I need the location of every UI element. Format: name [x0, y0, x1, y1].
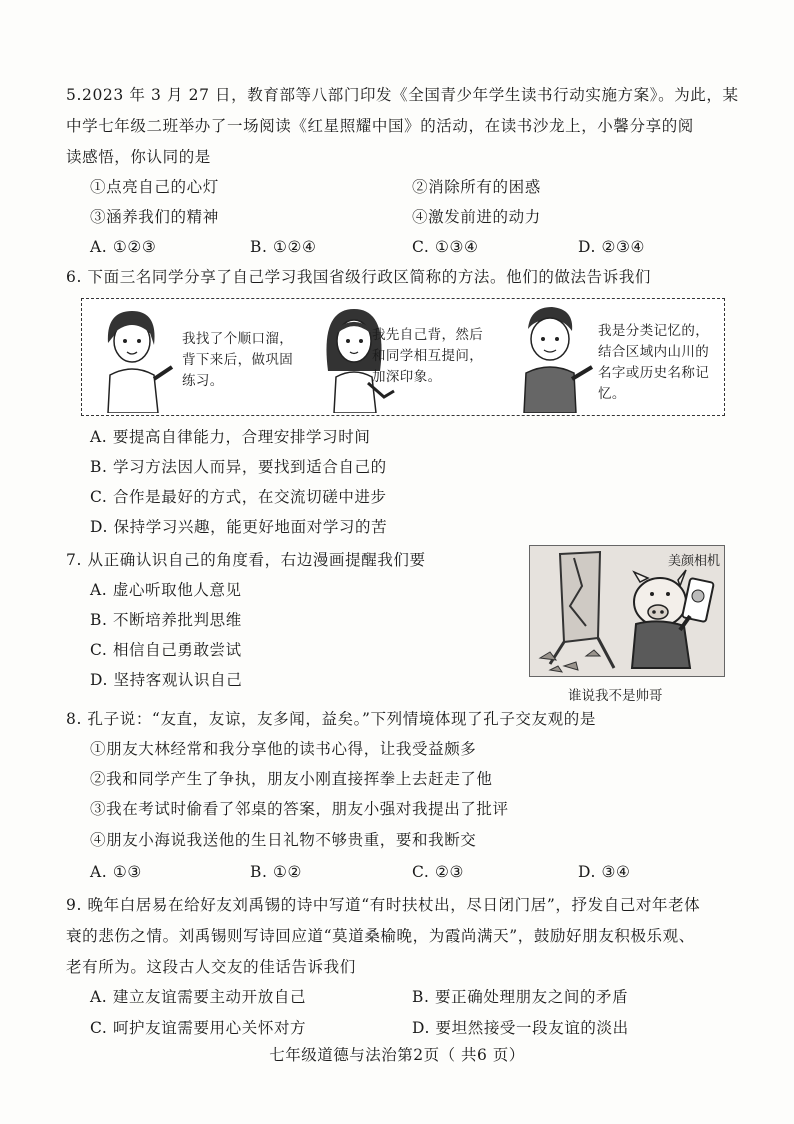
q8-option-b: B. ①② — [250, 863, 303, 881]
student-girl-1-illustration — [88, 303, 174, 413]
q9-option-a: A. 建立友谊需要主动开放自己 — [90, 988, 307, 1006]
q6-comic-strip — [81, 298, 725, 416]
q5-stem-line1: 5.2023 年 3 月 27 日，教育部等八部门印发《全国青少年学生读书行动实施方案》。为此，某 — [66, 86, 739, 104]
q5-item-3: ③涵养我们的精神 — [90, 208, 219, 226]
q7-cartoon — [529, 545, 725, 677]
q7-option-b: B. 不断培养批判思维 — [90, 611, 242, 629]
q5-item-4: ④激发前进的动力 — [412, 208, 541, 226]
q5-option-d: D. ②③④ — [578, 238, 646, 256]
q6-bubble-3: 我是分类记忆的，结合区域内山川的名字或历史名称记忆。 — [598, 323, 710, 402]
q8-item-4: ④朋友小海说我送他的生日礼物不够贵重，要和我断交 — [90, 831, 477, 849]
q6-bubble-2: 我先自己背，然后和同学相互提问，加深印象。 — [372, 327, 484, 385]
page-footer: 七年级道德与法治第2页（ 共6 页） — [269, 1046, 525, 1064]
q9-option-c: C. 呵护友谊需要用心关怀对方 — [90, 1019, 307, 1037]
q5-item-2: ②消除所有的困惑 — [412, 178, 541, 196]
q5-stem-line2: 中学七年级二班举办了一场阅读《红星照耀中国》的活动，在读书沙龙上，小馨分享的阅 — [66, 117, 694, 135]
q8-stem: 8. 孔子说：“友直，友谅，友多闻，益矣。”下列情境体现了孔子交友观的是 — [66, 710, 596, 728]
q9-option-b: B. 要正确处理朋友之间的矛盾 — [412, 988, 629, 1006]
q6-option-a: A. 要提高自律能力，合理安排学习时间 — [90, 428, 371, 446]
q8-option-a: A. ①③ — [90, 863, 142, 881]
q7-stem: 7. 从正确认识自己的角度看，右边漫画提醒我们要 — [66, 551, 426, 569]
q7-cartoon-caption: 谁说我不是帅哥 — [568, 688, 663, 704]
q5-option-b: B. ①②④ — [250, 238, 317, 256]
q9-stem-line2: 衰的悲伤之情。刘禹锡则写诗回应道“莫道桑榆晚，为霞尚满天”，鼓励好朋友积极乐观、 — [66, 927, 695, 945]
q9-option-d: D. 要坦然接受一段友谊的淡出 — [412, 1019, 629, 1037]
q8-item-1: ①朋友大林经常和我分享他的读书心得，让我受益颇多 — [90, 740, 477, 758]
q7-option-c: C. 相信自己勇敢尝试 — [90, 641, 242, 659]
q8-option-d: D. ③④ — [578, 863, 631, 881]
student-boy-illustration — [502, 301, 598, 413]
q6-bubble-1: 我找了个顺口溜，背下来后，做巩固练习。 — [182, 331, 294, 389]
q9-stem-line1: 9. 晚年白居易在给好友刘禹锡的诗中写道“有时扶杖出，尽日闭门居”，抒发自己对年老体 — [66, 896, 701, 914]
q5-stem-line3: 读感悟，你认同的是 — [66, 148, 211, 166]
q6-option-b: B. 学习方法因人而异，要找到适合自己的 — [90, 458, 387, 476]
q5-option-a: A. ①②③ — [90, 238, 157, 256]
q7-option-d: D. 坚持客观认识自己 — [90, 671, 243, 689]
q8-option-c: C. ②③ — [412, 863, 464, 881]
q7-option-a: A. 虚心听取他人意见 — [90, 581, 242, 599]
q5-option-c: C. ①③④ — [412, 238, 479, 256]
q8-item-2: ②我和同学产生了争执，朋友小刚直接挥拳上去赶走了他 — [90, 770, 493, 788]
q6-option-d: D. 保持学习兴趣，能更好地面对学习的苦 — [90, 518, 388, 536]
q5-item-1: ①点亮自己的心灯 — [90, 178, 219, 196]
q9-stem-line3: 老有所为。这段古人交友的佳话告诉我们 — [66, 958, 356, 976]
q8-item-3: ③我在考试时偷看了邻桌的答案，朋友小强对我提出了批评 — [90, 800, 509, 818]
q6-stem: 6. 下面三名同学分享了自己学习我国省级行政区简称的方法。他们的做法告诉我们 — [66, 268, 652, 286]
q6-option-c: C. 合作是最好的方式，在交流切磋中进步 — [90, 488, 387, 506]
q7-cartoon-label: 美颜相机 — [668, 554, 721, 569]
